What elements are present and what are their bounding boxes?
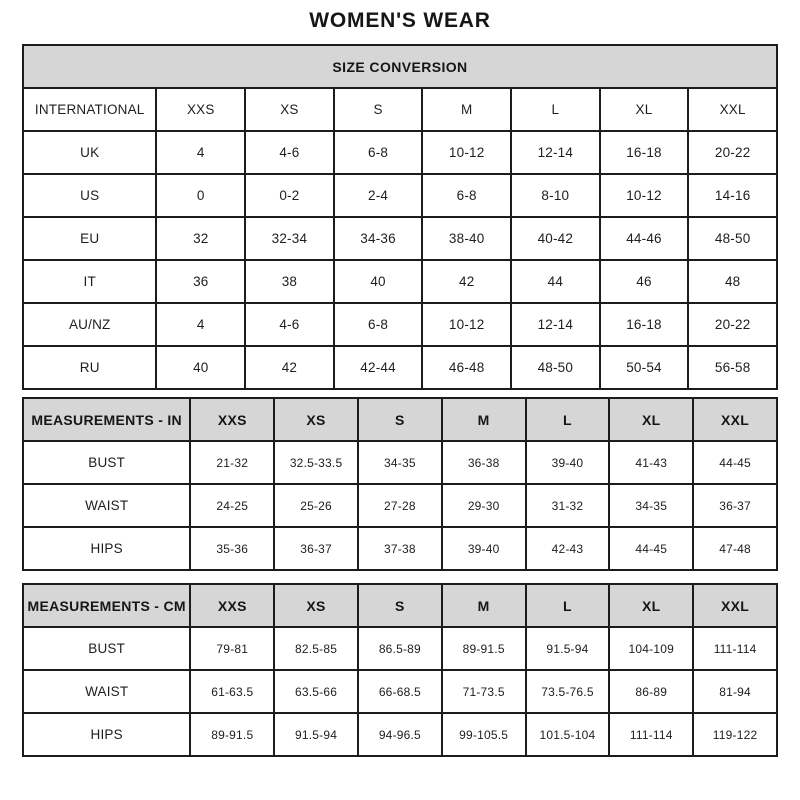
value-cell: 73.5-76.5: [526, 670, 610, 713]
column-header-row: [23, 398, 777, 441]
value-cell: 48-50: [688, 217, 777, 260]
table-row: [23, 260, 777, 303]
value-cell: 50-54: [600, 346, 689, 389]
value-cell: 34-35: [358, 441, 442, 484]
value-cell: 36-37: [274, 527, 358, 570]
value-cell: 12-14: [511, 303, 600, 346]
value-cell: 16-18: [600, 131, 689, 174]
value-cell: 40: [334, 260, 423, 303]
value-cell: 4: [156, 131, 245, 174]
size-column-header: L: [526, 584, 610, 627]
value-cell: 24-25: [190, 484, 274, 527]
value-cell: 42-43: [526, 527, 610, 570]
size-column-header: XXS: [190, 398, 274, 441]
row-label: IT: [23, 260, 156, 303]
value-cell: 56-58: [688, 346, 777, 389]
value-cell: 10-12: [600, 174, 689, 217]
row-label: RU: [23, 346, 156, 389]
row-label: BUST: [23, 441, 190, 484]
value-cell: 32: [156, 217, 245, 260]
value-cell: 14-16: [688, 174, 777, 217]
value-cell: 6-8: [334, 303, 423, 346]
value-cell: 31-32: [526, 484, 610, 527]
value-cell: 34-35: [609, 484, 693, 527]
table-row: [23, 627, 777, 670]
value-cell: 27-28: [358, 484, 442, 527]
value-cell: 29-30: [442, 484, 526, 527]
value-cell: 37-38: [358, 527, 442, 570]
size-column-header: M: [442, 398, 526, 441]
value-cell: 86.5-89: [358, 627, 442, 670]
header-label-cell: MEASUREMENTS - CM: [23, 584, 190, 627]
value-cell: 101.5-104: [526, 713, 610, 756]
value-cell: 71-73.5: [442, 670, 526, 713]
value-cell: 44: [511, 260, 600, 303]
table-row: [23, 670, 777, 713]
row-label: HIPS: [23, 527, 190, 570]
value-cell: 32-34: [245, 217, 334, 260]
value-cell: 42-44: [334, 346, 423, 389]
row-label: US: [23, 174, 156, 217]
size-column-header: L: [526, 398, 610, 441]
header-label-cell: INTERNATIONAL: [23, 88, 156, 131]
row-label: WAIST: [23, 484, 190, 527]
page-title: WOMEN'S WEAR: [309, 9, 491, 32]
value-cell: 2-4: [334, 174, 423, 217]
value-cell: 21-32: [190, 441, 274, 484]
value-cell: 81-94: [693, 670, 777, 713]
column-header-row: [23, 88, 777, 131]
table-row: [23, 346, 777, 389]
value-cell: 38: [245, 260, 334, 303]
value-cell: 38-40: [422, 217, 511, 260]
value-cell: 0-2: [245, 174, 334, 217]
value-cell: 89-91.5: [442, 627, 526, 670]
value-cell: 0: [156, 174, 245, 217]
value-cell: 6-8: [422, 174, 511, 217]
size-column-header: XXL: [688, 88, 777, 131]
row-label: AU/NZ: [23, 303, 156, 346]
value-cell: 16-18: [600, 303, 689, 346]
value-cell: 39-40: [442, 527, 526, 570]
value-cell: 94-96.5: [358, 713, 442, 756]
value-cell: 79-81: [190, 627, 274, 670]
value-cell: 36-38: [442, 441, 526, 484]
value-cell: 119-122: [693, 713, 777, 756]
value-cell: 25-26: [274, 484, 358, 527]
size-column-header: XL: [609, 398, 693, 441]
table-spacer: [0, 390, 800, 397]
value-cell: 4-6: [245, 131, 334, 174]
table-spacer: [0, 571, 800, 583]
value-cell: 39-40: [526, 441, 610, 484]
header-label-cell: MEASUREMENTS - IN: [23, 398, 190, 441]
value-cell: 36: [156, 260, 245, 303]
table-row: [23, 713, 777, 756]
value-cell: 10-12: [422, 131, 511, 174]
value-cell: 89-91.5: [190, 713, 274, 756]
size-column-header: XL: [600, 88, 689, 131]
measurements-cm-table: [22, 583, 778, 757]
column-header-row: [23, 584, 777, 627]
size-conversion-table: [22, 44, 778, 390]
value-cell: 61-63.5: [190, 670, 274, 713]
value-cell: 46-48: [422, 346, 511, 389]
value-cell: 32.5-33.5: [274, 441, 358, 484]
size-column-header: XL: [609, 584, 693, 627]
value-cell: 40-42: [511, 217, 600, 260]
value-cell: 91.5-94: [526, 627, 610, 670]
size-column-header: XXS: [156, 88, 245, 131]
row-label: UK: [23, 131, 156, 174]
value-cell: 40: [156, 346, 245, 389]
table-title-row: [23, 45, 777, 88]
value-cell: 47-48: [693, 527, 777, 570]
size-column-header: XXS: [190, 584, 274, 627]
value-cell: 20-22: [688, 131, 777, 174]
value-cell: 35-36: [190, 527, 274, 570]
size-column-header: XS: [274, 398, 358, 441]
value-cell: 4: [156, 303, 245, 346]
value-cell: 104-109: [609, 627, 693, 670]
table-row: [23, 484, 777, 527]
table-row: [23, 174, 777, 217]
size-column-header: M: [442, 584, 526, 627]
row-label: EU: [23, 217, 156, 260]
value-cell: 34-36: [334, 217, 423, 260]
row-label: WAIST: [23, 670, 190, 713]
value-cell: 10-12: [422, 303, 511, 346]
value-cell: 66-68.5: [358, 670, 442, 713]
value-cell: 48-50: [511, 346, 600, 389]
size-column-header: L: [511, 88, 600, 131]
value-cell: 63.5-66: [274, 670, 358, 713]
size-column-header: XS: [274, 584, 358, 627]
value-cell: 48: [688, 260, 777, 303]
value-cell: 42: [422, 260, 511, 303]
table-row: [23, 217, 777, 260]
value-cell: 44-45: [693, 441, 777, 484]
size-column-header: M: [422, 88, 511, 131]
size-column-header: S: [358, 584, 442, 627]
table-row: [23, 527, 777, 570]
size-column-header: S: [334, 88, 423, 131]
value-cell: 42: [245, 346, 334, 389]
value-cell: 8-10: [511, 174, 600, 217]
value-cell: 46: [600, 260, 689, 303]
table-row: [23, 441, 777, 484]
value-cell: 44-46: [600, 217, 689, 260]
table-row: [23, 303, 777, 346]
value-cell: 36-37: [693, 484, 777, 527]
value-cell: 91.5-94: [274, 713, 358, 756]
value-cell: 86-89: [609, 670, 693, 713]
value-cell: 20-22: [688, 303, 777, 346]
table-title: SIZE CONVERSION: [23, 45, 777, 88]
value-cell: 41-43: [609, 441, 693, 484]
row-label: HIPS: [23, 713, 190, 756]
value-cell: 44-45: [609, 527, 693, 570]
value-cell: 99-105.5: [442, 713, 526, 756]
value-cell: 111-114: [693, 627, 777, 670]
size-column-header: XXL: [693, 398, 777, 441]
size-column-header: XXL: [693, 584, 777, 627]
row-label: BUST: [23, 627, 190, 670]
value-cell: 4-6: [245, 303, 334, 346]
value-cell: 111-114: [609, 713, 693, 756]
size-column-header: XS: [245, 88, 334, 131]
table-row: [23, 131, 777, 174]
value-cell: 12-14: [511, 131, 600, 174]
size-column-header: S: [358, 398, 442, 441]
value-cell: 82.5-85: [274, 627, 358, 670]
measurements-inches-table: [22, 397, 778, 571]
value-cell: 6-8: [334, 131, 423, 174]
